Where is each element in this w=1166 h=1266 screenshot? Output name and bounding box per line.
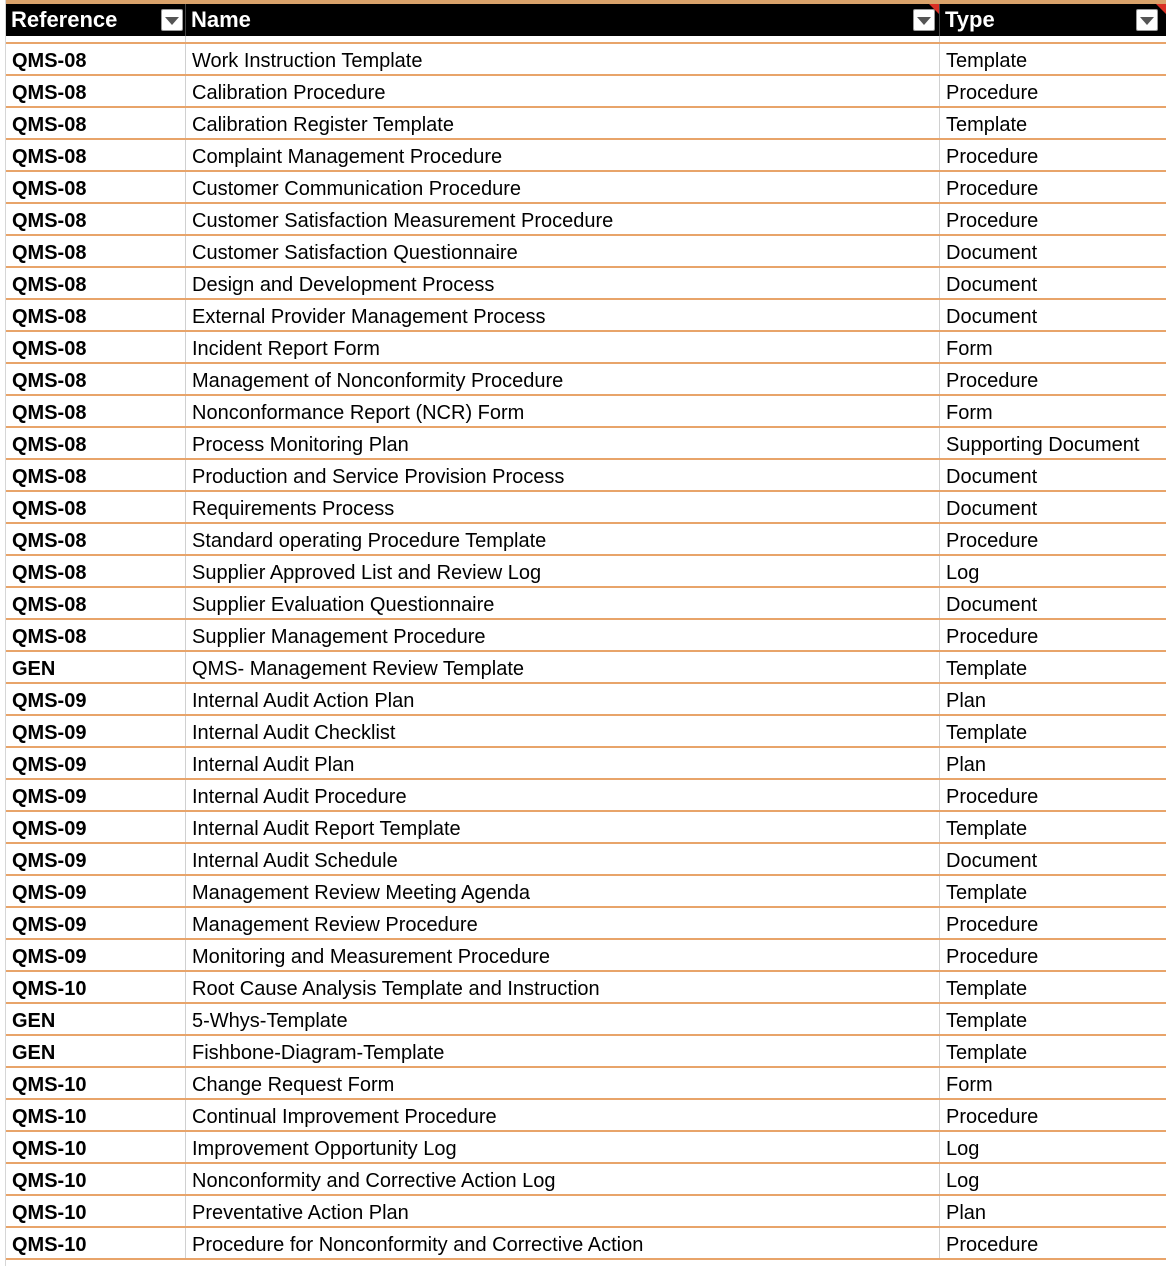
reference-cell[interactable]: QMS-08: [6, 140, 186, 170]
name-cell[interactable]: Internal Audit Schedule: [186, 844, 940, 874]
type-cell[interactable]: Procedure: [946, 1234, 1039, 1256]
reference-cell[interactable]: QMS-08: [6, 300, 186, 330]
type-cell[interactable]: Plan: [946, 690, 987, 712]
table-row[interactable]: [6, 620, 1166, 652]
name-cell[interactable]: Design and Development Process: [186, 268, 940, 298]
table-row[interactable]: [6, 588, 1166, 620]
type-cell[interactable]: Template: [946, 658, 1028, 680]
table-row[interactable]: [6, 908, 1166, 940]
name-cell[interactable]: Process Monitoring Plan: [186, 428, 940, 458]
name-cell[interactable]: Work Instruction Template: [186, 44, 940, 74]
name-cell[interactable]: Management Review Procedure: [186, 908, 940, 938]
name-cell[interactable]: Standard operating Procedure Template: [186, 524, 940, 554]
type-cell[interactable]: Document: [946, 594, 1038, 616]
reference-cell[interactable]: QMS-10: [6, 1132, 186, 1162]
table-row[interactable]: [6, 684, 1166, 716]
table-row[interactable]: [6, 780, 1166, 812]
type-cell[interactable]: Procedure: [946, 530, 1039, 552]
table-row[interactable]: [6, 268, 1166, 300]
reference-cell[interactable]: QMS-10: [6, 1068, 186, 1098]
name-cell[interactable]: Calibration Procedure: [186, 76, 940, 106]
table-row[interactable]: [6, 172, 1166, 204]
name-cell[interactable]: External Provider Management Process: [186, 300, 940, 330]
name-cell[interactable]: Monitoring and Measurement Procedure: [186, 940, 940, 970]
table-row[interactable]: [6, 1164, 1166, 1196]
table-row[interactable]: [6, 44, 1166, 76]
reference-cell[interactable]: QMS-10: [6, 1100, 186, 1130]
table-row[interactable]: [6, 76, 1166, 108]
column-header-type-label: Type: [945, 7, 995, 32]
table-row[interactable]: [6, 236, 1166, 268]
reference-cell[interactable]: QMS-10: [6, 1196, 186, 1226]
table-row[interactable]: [6, 972, 1166, 1004]
name-cell[interactable]: Nonconformity and Corrective Action Log: [186, 1164, 940, 1194]
type-cell[interactable]: Procedure: [946, 210, 1039, 232]
reference-cell[interactable]: QMS-09: [6, 748, 186, 778]
name-cell[interactable]: Fishbone-Diagram-Template: [186, 1036, 940, 1066]
table-row[interactable]: [6, 748, 1166, 780]
table-row[interactable]: [6, 940, 1166, 972]
name-cell[interactable]: Supplier Approved List and Review Log: [186, 556, 940, 586]
table-row[interactable]: [6, 876, 1166, 908]
reference-cell[interactable]: QMS-08: [6, 172, 186, 202]
name-cell[interactable]: Internal Audit Action Plan: [186, 684, 940, 714]
table-row[interactable]: [6, 460, 1166, 492]
type-filter-button[interactable]: [1136, 9, 1158, 31]
type-cell[interactable]: Template: [946, 1010, 1028, 1032]
column-header-name[interactable]: [186, 4, 940, 36]
name-cell[interactable]: Customer Communication Procedure: [186, 172, 940, 202]
table-body: [6, 12, 1166, 1260]
name-cell[interactable]: Root Cause Analysis Template and Instruction: [186, 972, 940, 1002]
table-row[interactable]: [6, 1132, 1166, 1164]
type-cell[interactable]: Procedure: [946, 914, 1039, 936]
table-row[interactable]: [6, 556, 1166, 588]
name-cell[interactable]: Supplier Evaluation Questionnaire: [186, 588, 940, 618]
column-header-type[interactable]: [940, 4, 1166, 36]
reference-cell[interactable]: GEN: [6, 1004, 186, 1034]
name-cell[interactable]: Procedure for Nonconformity and Corrective Action: [186, 1228, 940, 1258]
table-row[interactable]: [6, 428, 1166, 460]
type-cell[interactable]: Procedure: [946, 786, 1039, 808]
reference-cell[interactable]: QMS-08: [6, 428, 186, 458]
reference-cell[interactable]: QMS-08: [6, 204, 186, 234]
table-row[interactable]: [6, 652, 1166, 684]
reference-cell[interactable]: QMS-08: [6, 396, 186, 426]
reference-cell[interactable]: QMS-09: [6, 780, 186, 810]
type-cell[interactable]: Document: [946, 850, 1038, 872]
reference-cell[interactable]: QMS-08: [6, 620, 186, 650]
name-cell[interactable]: Requirements Process: [186, 492, 940, 522]
type-cell[interactable]: Supporting Document: [946, 434, 1140, 456]
table-row[interactable]: [6, 1228, 1166, 1260]
reference-cell[interactable]: QMS-08: [6, 492, 186, 522]
type-cell[interactable]: Plan: [946, 1202, 987, 1224]
reference-cell[interactable]: QMS-08: [6, 44, 186, 74]
table-row[interactable]: [6, 812, 1166, 844]
reference-cell[interactable]: QMS-08: [6, 236, 186, 266]
table-row[interactable]: [6, 716, 1166, 748]
type-cell[interactable]: Log: [946, 1170, 980, 1192]
name-cell[interactable]: Improvement Opportunity Log: [186, 1132, 940, 1162]
reference-cell[interactable]: QMS-09: [6, 940, 186, 970]
type-cell[interactable]: Procedure: [946, 82, 1039, 104]
name-cell[interactable]: Production and Service Provision Process: [186, 460, 940, 490]
reference-filter-button[interactable]: [161, 9, 183, 31]
dropdown-arrow-icon: [165, 17, 179, 25]
reference-cell[interactable]: QMS-09: [6, 844, 186, 874]
column-header-name-label: Name: [191, 7, 251, 32]
type-cell[interactable]: Log: [946, 1138, 980, 1160]
name-cell[interactable]: Internal Audit Checklist: [186, 716, 940, 746]
name-cell[interactable]: QMS- Management Review Template: [186, 652, 940, 682]
table-row[interactable]: [6, 332, 1166, 364]
name-filter-button[interactable]: [913, 9, 935, 31]
name-cell[interactable]: Nonconformance Report (NCR) Form: [186, 396, 940, 426]
table-row[interactable]: [6, 1036, 1166, 1068]
type-cell[interactable]: Template: [946, 114, 1028, 136]
reference-cell[interactable]: GEN: [6, 652, 186, 682]
reference-cell[interactable]: GEN: [6, 1036, 186, 1066]
table-row[interactable]: [6, 492, 1166, 524]
dropdown-arrow-icon: [917, 17, 931, 25]
row-gutter: [0, 0, 6, 1266]
type-cell[interactable]: Procedure: [946, 946, 1039, 968]
name-cell[interactable]: Customer Satisfaction Measurement Procedure: [186, 204, 940, 234]
name-cell[interactable]: Supplier Management Procedure: [186, 620, 940, 650]
table-row[interactable]: [6, 1004, 1166, 1036]
type-cell[interactable]: Document: [946, 466, 1038, 488]
reference-cell[interactable]: QMS-09: [6, 876, 186, 906]
reference-cell[interactable]: QMS-08: [6, 460, 186, 490]
type-cell[interactable]: Template: [946, 818, 1028, 840]
table-row[interactable]: [6, 524, 1166, 556]
type-cell[interactable]: Procedure: [946, 146, 1039, 168]
reference-cell[interactable]: QMS-08: [6, 588, 186, 618]
reference-cell[interactable]: QMS-09: [6, 908, 186, 938]
reference-cell[interactable]: QMS-09: [6, 716, 186, 746]
column-header-reference[interactable]: [6, 4, 186, 36]
dropdown-arrow-icon: [1140, 17, 1154, 25]
reference-cell[interactable]: QMS-08: [6, 524, 186, 554]
column-header-reference-label: Reference: [11, 7, 118, 32]
table-row[interactable]: [6, 364, 1166, 396]
table-row[interactable]: [6, 844, 1166, 876]
table-row[interactable]: [6, 140, 1166, 172]
reference-cell[interactable]: QMS-10: [6, 972, 186, 1002]
table-row[interactable]: [6, 1100, 1166, 1132]
table-row[interactable]: [6, 204, 1166, 236]
type-cell[interactable]: Procedure: [946, 370, 1039, 392]
reference-cell[interactable]: QMS-08: [6, 108, 186, 138]
type-cell[interactable]: Form: [946, 402, 993, 424]
type-cell[interactable]: Template: [946, 1042, 1028, 1064]
name-cell[interactable]: Incident Report Form: [186, 332, 940, 362]
name-cell[interactable]: Calibration Register Template: [186, 108, 940, 138]
name-cell[interactable]: Internal Audit Procedure: [186, 780, 940, 810]
reference-cell[interactable]: QMS-08: [6, 76, 186, 106]
name-cell[interactable]: Management of Nonconformity Procedure: [186, 364, 940, 394]
name-cell[interactable]: Change Request Form: [186, 1068, 940, 1098]
type-cell[interactable]: Log: [946, 562, 980, 584]
type-cell[interactable]: Template: [946, 50, 1028, 72]
table-header-row: [6, 4, 1166, 36]
type-cell[interactable]: Procedure: [946, 178, 1039, 200]
reference-cell[interactable]: QMS-10: [6, 1228, 186, 1258]
type-cell[interactable]: Procedure: [946, 1106, 1039, 1128]
name-cell[interactable]: Continual Improvement Procedure: [186, 1100, 940, 1130]
type-cell[interactable]: Document: [946, 498, 1038, 520]
reference-cell[interactable]: QMS-08: [6, 364, 186, 394]
type-cell[interactable]: Form: [946, 338, 993, 360]
reference-cell[interactable]: QMS-08: [6, 268, 186, 298]
reference-cell[interactable]: QMS-08: [6, 556, 186, 586]
reference-cell[interactable]: QMS-08: [6, 332, 186, 362]
type-cell[interactable]: Template: [946, 978, 1028, 1000]
reference-cell[interactable]: QMS-09: [6, 812, 186, 842]
name-cell[interactable]: Customer Satisfaction Questionnaire: [186, 236, 940, 266]
reference-cell[interactable]: QMS-10: [6, 1164, 186, 1194]
type-cell[interactable]: Document: [946, 306, 1038, 328]
table-row[interactable]: [6, 396, 1166, 428]
type-cell[interactable]: Procedure: [946, 626, 1039, 648]
name-cell[interactable]: Internal Audit Report Template: [186, 812, 940, 842]
table-row[interactable]: [6, 1068, 1166, 1100]
reference-cell[interactable]: QMS-09: [6, 684, 186, 714]
type-cell[interactable]: Form: [946, 1074, 993, 1096]
table-row[interactable]: [6, 108, 1166, 140]
type-cell[interactable]: Document: [946, 274, 1038, 296]
name-cell[interactable]: Internal Audit Plan: [186, 748, 940, 778]
name-cell[interactable]: Preventative Action Plan: [186, 1196, 940, 1226]
type-cell[interactable]: Plan: [946, 754, 987, 776]
name-cell[interactable]: Management Review Meeting Agenda: [186, 876, 940, 906]
type-cell[interactable]: Document: [946, 242, 1038, 264]
name-cell[interactable]: 5-Whys-Template: [186, 1004, 940, 1034]
name-cell[interactable]: Complaint Management Procedure: [186, 140, 940, 170]
type-cell[interactable]: Template: [946, 882, 1028, 904]
table-row[interactable]: [6, 1196, 1166, 1228]
table-row[interactable]: [6, 300, 1166, 332]
type-cell[interactable]: Template: [946, 722, 1028, 744]
